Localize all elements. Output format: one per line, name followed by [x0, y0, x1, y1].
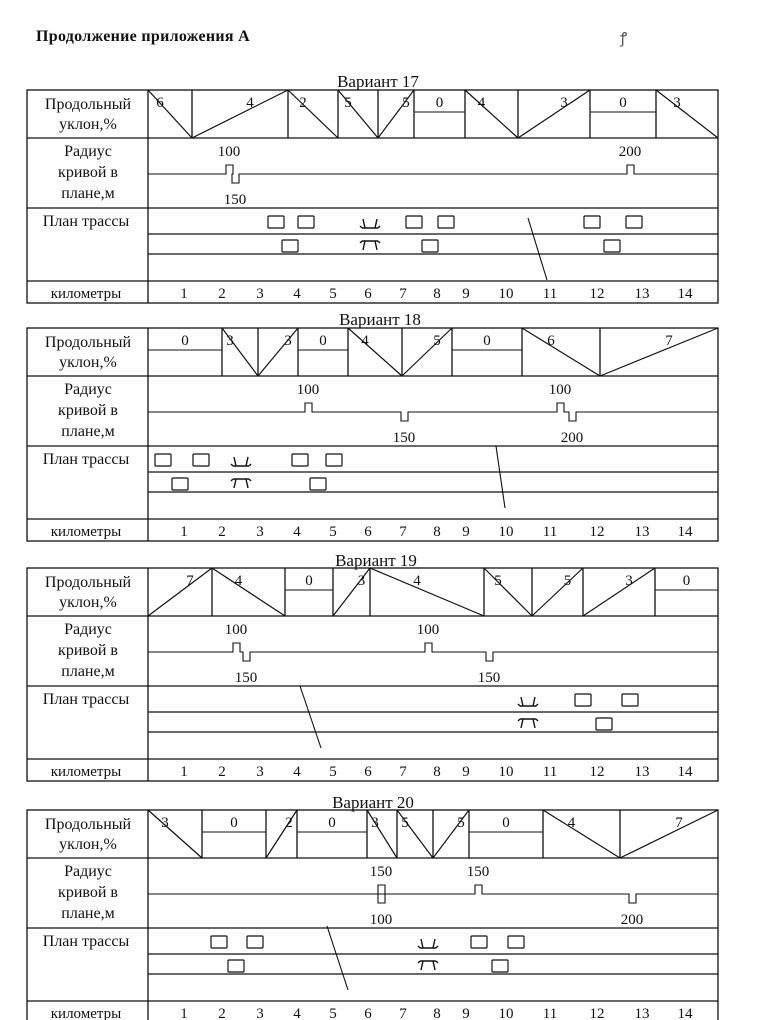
km-number-12: 12: [589, 1006, 605, 1020]
bridge-bot-0: [418, 961, 438, 970]
label-grade-2: уклон,%: [59, 354, 117, 371]
top-building-3: [438, 216, 454, 228]
bottom-building-0: [172, 478, 188, 490]
km-number-2: 2: [218, 1006, 226, 1020]
bottom-building-0: [596, 718, 612, 730]
variant-20-table: [0, 810, 761, 1020]
label-plan: План трассы: [42, 933, 130, 950]
grade-line-1: [212, 568, 285, 616]
km-number-10: 10: [498, 286, 514, 302]
radius-baseline: [148, 165, 718, 183]
top-building-0: [575, 694, 591, 706]
km-number-12: 12: [589, 286, 605, 302]
km-number-8: 8: [433, 764, 441, 780]
top-building-1: [622, 694, 638, 706]
grade-value-6: 5: [457, 815, 465, 831]
km-number-13: 13: [634, 764, 650, 780]
grade-line-4: [370, 568, 484, 616]
variant-18-table: [0, 328, 761, 540]
grade-line-8: [543, 810, 620, 858]
km-number-10: 10: [498, 1006, 514, 1020]
curve-radius-2: 100: [416, 622, 440, 638]
grade-value-2: 2: [285, 815, 293, 831]
variant-title-19: Вариант 19: [335, 551, 417, 570]
km-number-6: 6: [364, 524, 372, 540]
km-number-14: 14: [677, 764, 693, 780]
bottom-building-0: [228, 960, 244, 972]
grade-value-9: 3: [673, 95, 681, 111]
km-number-9: 9: [462, 1006, 470, 1020]
label-radius-1: Радиус: [64, 381, 112, 398]
grade-value-5: 5: [401, 815, 409, 831]
curve-radius-3: 200: [560, 430, 584, 446]
km-number-2: 2: [218, 764, 226, 780]
label-plan: План трассы: [42, 451, 130, 468]
grade-value-0: 3: [161, 815, 169, 831]
label-grade-1: Продольный: [44, 816, 132, 833]
km-number-11: 11: [542, 286, 558, 302]
top-building-2: [292, 454, 308, 466]
road-line: [300, 686, 321, 748]
km-number-3: 3: [256, 524, 264, 540]
table-frame: [27, 90, 718, 303]
grade-value-9: 7: [675, 815, 683, 831]
label-km: километры: [50, 286, 122, 302]
radius-baseline: [148, 403, 718, 421]
bottom-building-1: [422, 240, 438, 252]
grade-value-7: 3: [560, 95, 568, 111]
header-mark: ꝭ: [620, 31, 628, 47]
top-building-4: [584, 216, 600, 228]
label-plan: План трассы: [42, 213, 130, 230]
km-number-2: 2: [218, 524, 226, 540]
grade-value-6: 0: [483, 333, 491, 349]
km-number-13: 13: [634, 1006, 650, 1020]
top-building-2: [471, 936, 487, 948]
curve-radius-1: 150: [223, 192, 247, 208]
label-radius-2: кривой в: [58, 164, 118, 181]
grade-value-0: 0: [181, 333, 189, 349]
grade-line-6: [465, 90, 518, 138]
top-building-0: [155, 454, 171, 466]
grade-value-5: 5: [494, 573, 502, 589]
grade-line-9: [656, 90, 718, 138]
grade-value-3: 0: [319, 333, 327, 349]
km-number-5: 5: [329, 1006, 337, 1020]
top-building-1: [298, 216, 314, 228]
label-grade-2: уклон,%: [59, 836, 117, 853]
top-building-5: [626, 216, 642, 228]
road-line: [496, 446, 505, 508]
variant-title-20: Вариант 20: [332, 793, 414, 812]
curve-radius-1: 150: [234, 670, 258, 686]
km-number-7: 7: [399, 524, 407, 540]
km-number-1: 1: [180, 524, 188, 540]
km-number-13: 13: [634, 286, 650, 302]
grade-value-0: 7: [186, 573, 194, 589]
km-number-8: 8: [433, 1006, 441, 1020]
km-number-9: 9: [462, 286, 470, 302]
grade-value-8: 0: [619, 95, 627, 111]
curve-radius-1: 150: [369, 864, 393, 880]
km-number-1: 1: [180, 1006, 188, 1020]
grade-value-4: 4: [361, 333, 369, 349]
label-radius-2: кривой в: [58, 642, 118, 659]
grade-value-5: 5: [433, 333, 441, 349]
km-number-4: 4: [293, 286, 301, 302]
grade-line-4: [348, 328, 402, 376]
top-building-0: [211, 936, 227, 948]
grade-value-1: 3: [226, 333, 234, 349]
grade-value-4: 4: [413, 573, 421, 589]
grade-line-5: [402, 328, 452, 376]
label-grade-1: Продольный: [44, 334, 132, 351]
grade-value-2: 3: [284, 333, 292, 349]
km-number-12: 12: [589, 764, 605, 780]
grade-value-7: 6: [547, 333, 555, 349]
label-grade-1: Продольный: [44, 574, 132, 591]
grade-line-2: [288, 90, 338, 138]
road-line: [327, 926, 348, 990]
grade-line-7: [522, 328, 600, 376]
km-number-1: 1: [180, 764, 188, 780]
grade-value-2: 0: [305, 573, 313, 589]
label-km: километры: [50, 524, 122, 540]
km-number-6: 6: [364, 1006, 372, 1020]
label-radius-3: плане,м: [61, 185, 115, 202]
grade-value-6: 5: [563, 573, 572, 589]
table-frame: [27, 568, 718, 781]
grade-value-7: 3: [625, 573, 633, 589]
label-radius-3: плане,м: [61, 663, 115, 680]
top-building-1: [247, 936, 263, 948]
radius-baseline: [148, 885, 718, 903]
km-number-3: 3: [256, 286, 264, 302]
bridge-bot-0: [231, 479, 251, 488]
grade-value-8: 4: [567, 815, 576, 831]
grade-value-4: 5: [402, 95, 410, 111]
grade-value-3: 5: [344, 95, 352, 111]
curve-radius-1: 150: [392, 430, 416, 446]
km-number-1: 1: [180, 286, 188, 302]
km-number-14: 14: [677, 524, 693, 540]
km-number-7: 7: [399, 1006, 407, 1020]
label-radius-3: плане,м: [61, 905, 115, 922]
km-number-7: 7: [399, 286, 407, 302]
km-number-11: 11: [542, 524, 558, 540]
top-building-3: [326, 454, 342, 466]
radius-baseline: [148, 643, 718, 661]
km-number-4: 4: [293, 764, 301, 780]
km-number-5: 5: [329, 524, 337, 540]
bridge-top-0: [418, 939, 438, 948]
bridge-top-0: [518, 697, 538, 706]
km-number-8: 8: [433, 524, 441, 540]
grade-line-6: [532, 568, 583, 616]
bridge-top-0: [231, 457, 251, 466]
grade-value-8: 7: [665, 333, 673, 349]
grade-value-1: 4: [246, 95, 254, 111]
grade-value-1: 4: [234, 573, 243, 589]
road-line: [528, 218, 547, 280]
label-plan: План трассы: [42, 691, 130, 708]
page-header: Продолжение приложения А: [36, 28, 251, 45]
grade-value-1: 0: [230, 815, 238, 831]
bridge-bot-0: [518, 719, 538, 728]
km-number-2: 2: [218, 286, 226, 302]
curve-radius-3: 200: [620, 912, 644, 928]
top-building-3: [508, 936, 524, 948]
grade-value-6: 4: [477, 95, 486, 111]
curve-radius-2: 200: [618, 144, 642, 160]
grade-value-4: 3: [371, 815, 379, 831]
variant-19-table: [0, 568, 761, 780]
grade-line-8: [600, 328, 718, 376]
grade-value-8: 0: [682, 573, 691, 589]
grade-value-5: 0: [435, 95, 444, 111]
km-number-7: 7: [399, 764, 407, 780]
bottom-building-1: [492, 960, 508, 972]
km-number-9: 9: [462, 764, 470, 780]
curve-radius-0: 100: [217, 144, 241, 160]
table-frame: [27, 328, 718, 541]
km-number-12: 12: [589, 524, 605, 540]
bottom-building-2: [604, 240, 620, 252]
top-building-0: [268, 216, 284, 228]
label-radius-1: Радиус: [64, 863, 112, 880]
label-km: километры: [50, 1006, 122, 1020]
top-building-2: [406, 216, 422, 228]
label-grade-2: уклон,%: [59, 594, 117, 611]
km-number-6: 6: [364, 286, 372, 302]
curve-radius-2: 100: [548, 382, 572, 398]
curve-radius-0: 100: [224, 622, 248, 638]
grade-value-3: 0: [328, 815, 336, 831]
grade-line-2: [258, 328, 298, 376]
label-radius-1: Радиус: [64, 143, 112, 160]
km-number-10: 10: [498, 764, 514, 780]
variant-title-17: Вариант 17: [337, 72, 419, 91]
km-number-14: 14: [677, 286, 693, 302]
grade-value-3: 3: [357, 573, 366, 589]
km-number-4: 4: [293, 524, 301, 540]
curve-radius-0: 100: [369, 912, 393, 928]
bridge-top-0: [360, 219, 380, 228]
km-number-10: 10: [498, 524, 514, 540]
km-number-5: 5: [329, 764, 337, 780]
km-number-8: 8: [433, 286, 441, 302]
bridge-bot-0: [360, 241, 380, 250]
km-number-13: 13: [634, 524, 650, 540]
label-km: километры: [50, 764, 122, 780]
grade-value-0: 6: [156, 95, 164, 111]
km-number-3: 3: [256, 764, 264, 780]
bottom-building-1: [310, 478, 326, 490]
curve-radius-2: 150: [466, 864, 490, 880]
grade-line-5: [484, 568, 532, 616]
km-number-5: 5: [329, 286, 337, 302]
bottom-building-0: [282, 240, 298, 252]
label-grade-1: Продольный: [44, 96, 132, 113]
grade-value-2: 2: [299, 95, 307, 111]
grade-line-0: [148, 810, 202, 858]
grade-line-7: [583, 568, 655, 616]
km-number-11: 11: [542, 764, 558, 780]
top-building-1: [193, 454, 209, 466]
variant-17-table: [0, 90, 761, 302]
curve-radius-0: 100: [296, 382, 320, 398]
label-radius-2: кривой в: [58, 884, 118, 901]
grade-line-0: [148, 568, 212, 616]
km-number-9: 9: [462, 524, 470, 540]
km-number-6: 6: [364, 764, 372, 780]
label-grade-2: уклон,%: [59, 116, 117, 133]
label-radius-1: Радиус: [64, 621, 112, 638]
grade-line-7: [518, 90, 590, 138]
variant-title-18: Вариант 18: [339, 310, 421, 329]
km-number-14: 14: [677, 1006, 693, 1020]
curve-radius-3: 150: [477, 670, 501, 686]
grade-value-7: 0: [502, 815, 510, 831]
grade-line-0: [148, 90, 192, 138]
km-number-4: 4: [293, 1006, 301, 1020]
grade-line-9: [620, 810, 718, 858]
km-number-3: 3: [256, 1006, 264, 1020]
label-radius-3: плане,м: [61, 423, 115, 440]
grade-line-1: [192, 90, 288, 138]
label-radius-2: кривой в: [58, 402, 118, 419]
km-number-11: 11: [542, 1006, 558, 1020]
